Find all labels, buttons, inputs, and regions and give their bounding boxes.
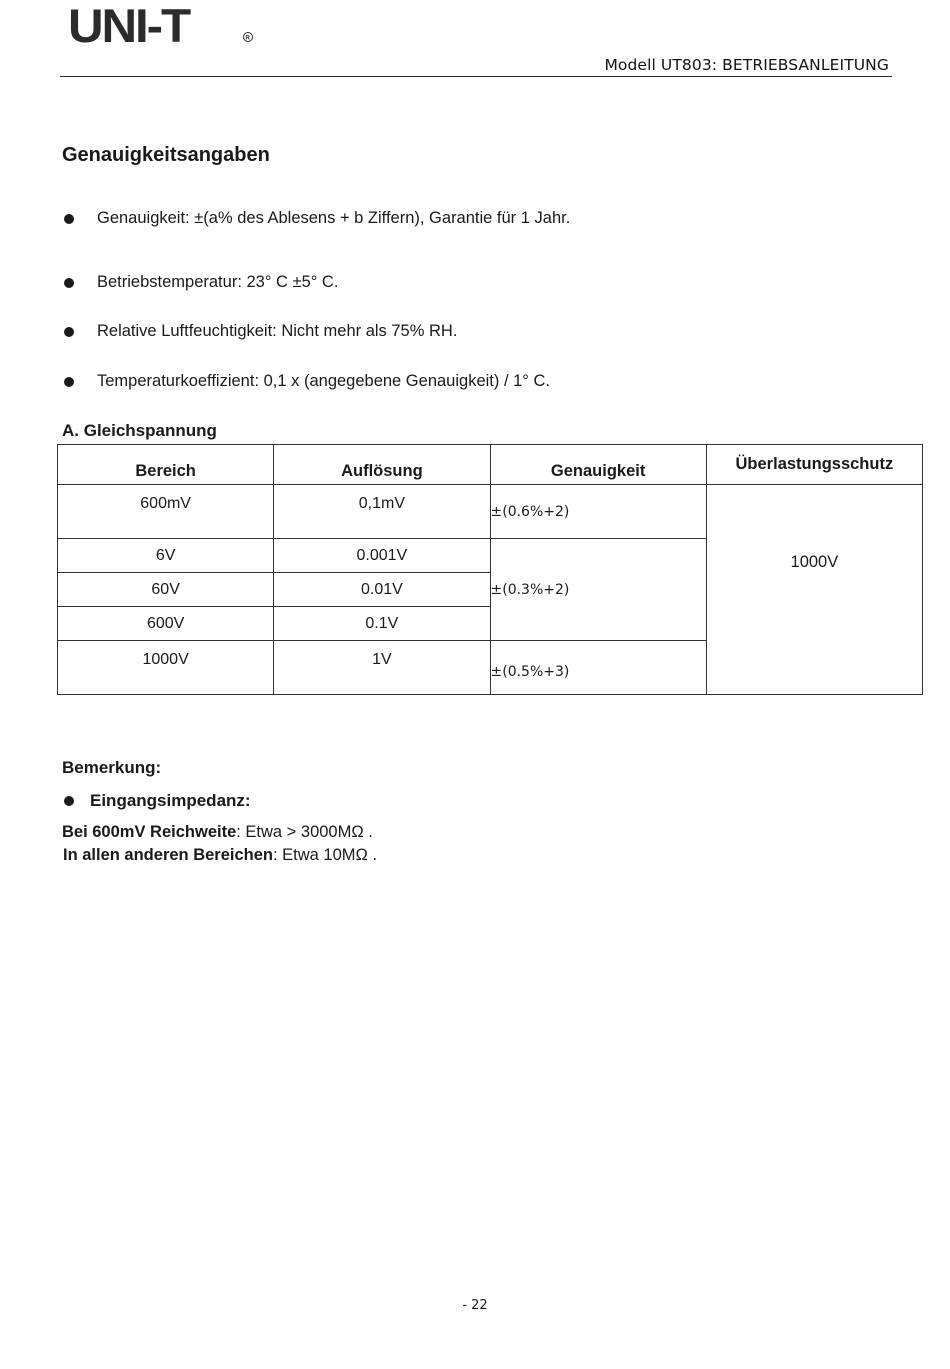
header-divider xyxy=(60,76,892,77)
document-header-title: Modell UT803: BETRIEBSANLEITUNG xyxy=(604,56,889,74)
bullet-text: Genauigkeit: ±(a% des Ablesens + b Ziffern), Garantie für 1 Jahr. xyxy=(97,209,571,227)
section-title: Genauigkeitsangaben xyxy=(62,144,270,166)
bullet-text: Temperaturkoeffizient: 0,1 x (angegebene Genauigkeit) / 1° C. xyxy=(97,372,550,390)
cell-range: 1000V xyxy=(58,641,274,695)
note-line-label: Bei 600mV Reichweite xyxy=(62,823,237,841)
note-line-other-ranges xyxy=(63,846,377,865)
cell-resolution: 0.01V xyxy=(274,573,490,607)
column-header-accuracy: Genauigkeit xyxy=(490,445,706,485)
cell-range: 60V xyxy=(58,573,274,607)
bullet-dot-icon xyxy=(64,278,74,288)
bullet-dot-icon xyxy=(64,796,74,806)
cell-range: 600V xyxy=(58,607,274,641)
cell-range: 6V xyxy=(58,539,274,573)
note-line-600mv xyxy=(62,823,373,842)
bullet-text: Relative Luftfeuchtigkeit: Nicht mehr als 75% RH. xyxy=(97,322,458,340)
cell-resolution: 1V xyxy=(274,641,490,695)
overload-value: 1000V xyxy=(790,553,839,571)
svg-text:UNI-T: UNI-T xyxy=(68,2,190,46)
page-number: - 22 xyxy=(462,1298,488,1313)
column-header-overload-protection: Überlastungsschutz xyxy=(706,445,922,485)
cell-accuracy: ±(0.6%+2) xyxy=(490,485,706,539)
bullet-text: Betriebstemperatur: 23° C ±5° C. xyxy=(97,273,339,291)
table-row xyxy=(58,485,923,539)
note-line-label: In allen anderen Bereichen xyxy=(63,846,273,864)
notes-title: Bemerkung: xyxy=(62,758,162,777)
cell-accuracy: ±(0.3%+2) xyxy=(490,539,706,641)
cell-overload xyxy=(706,485,922,695)
table-title: A. Gleichspannung xyxy=(62,421,217,440)
column-header-resolution: Auflösung xyxy=(274,445,490,485)
column-header-range: Bereich xyxy=(58,445,274,485)
cell-accuracy: ±(0.5%+3) xyxy=(490,641,706,695)
table-header-row xyxy=(58,445,923,485)
cell-resolution: 0.1V xyxy=(274,607,490,641)
note-line-value: : Etwa > 3000MΩ . xyxy=(236,823,373,841)
cell-range: 600mV xyxy=(58,485,274,539)
bullet-dot-icon xyxy=(64,327,74,337)
svg-text:R: R xyxy=(245,35,250,42)
dc-voltage-spec-table xyxy=(57,444,923,695)
uni-t-logo xyxy=(68,2,258,46)
bullet-dot-icon xyxy=(64,214,74,224)
note-line-value: : Etwa 10MΩ . xyxy=(273,846,378,864)
notes-bullet-text: Eingangsimpedanz: xyxy=(90,791,251,810)
cell-resolution: 0.001V xyxy=(274,539,490,573)
bullet-dot-icon xyxy=(64,377,74,387)
cell-resolution: 0,1mV xyxy=(274,485,490,539)
